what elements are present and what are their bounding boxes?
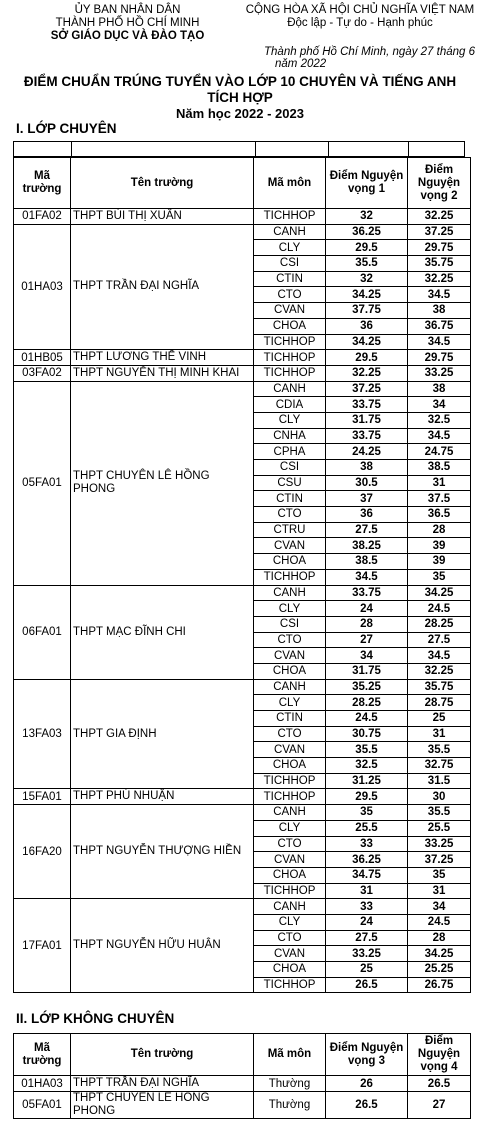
score-nv2-cell: 35	[408, 867, 471, 883]
table-row	[14, 224, 471, 240]
subject-code-cell: TICHHOP	[254, 209, 326, 225]
subject-code-cell: CHOA	[254, 962, 326, 978]
score-nv2-cell: 34.5	[408, 428, 471, 444]
header-score-nv4: Điểm Nguyện vọng 4	[408, 1034, 471, 1076]
table-row	[14, 805, 471, 821]
subject-code-cell: CVAN	[254, 303, 326, 319]
subject-code-cell: Thường	[254, 1076, 326, 1092]
school-name-cell: THPT CHUYÊN LÊ HỒNG PHONG	[71, 381, 254, 585]
score-nv1-cell: 34.75	[326, 867, 408, 883]
subject-code-cell: CTO	[254, 632, 326, 648]
subject-code-cell: CVAN	[254, 742, 326, 758]
title-line-1: ĐIỂM CHUẨN TRÚNG TUYỂN VÀO LỚP 10 CHUYÊN VÀ TIẾNG ANH	[23, 74, 457, 89]
school-name-cell: THPT CHUYÊN LÊ HỒNG PHONG	[71, 1092, 254, 1119]
score-nv1-cell: 30.5	[326, 475, 408, 491]
subject-code-cell: CNHA	[254, 428, 326, 444]
subject-code-cell: CANH	[254, 224, 326, 240]
score-nv3-cell: 26	[326, 1076, 408, 1092]
score-nv2-cell: 37.5	[408, 491, 471, 507]
score-nv2-cell: 30	[408, 789, 471, 805]
score-nv2-cell: 35.75	[408, 679, 471, 695]
subject-code-cell: TICHHOP	[254, 773, 326, 789]
score-nv2-cell: 27.5	[408, 632, 471, 648]
subject-code-cell: CTIN	[254, 491, 326, 507]
score-nv1-cell: 36	[326, 507, 408, 523]
school-name-cell: THPT PHÚ NHUẬN	[71, 789, 254, 805]
score-nv2-cell: 32.25	[408, 271, 471, 287]
score-nv4-cell: 27	[408, 1092, 471, 1119]
subject-code-cell: TICHHOP	[254, 365, 326, 381]
table-row	[14, 350, 471, 366]
score-nv1-cell: 24	[326, 914, 408, 930]
score-nv2-cell: 35.5	[408, 742, 471, 758]
subject-code-cell: CANH	[254, 381, 326, 397]
spacer-row	[13, 141, 467, 157]
score-nv2-cell: 34	[408, 899, 471, 915]
school-code-cell: 01HA03	[14, 224, 71, 350]
score-nv1-cell: 34.25	[326, 334, 408, 350]
score-nv1-cell: 34.25	[326, 287, 408, 303]
score-nv2-cell: 38.5	[408, 460, 471, 476]
score-nv2-cell: 39	[408, 538, 471, 554]
school-name-cell: THPT NGUYỄN HỮU HUÂN	[71, 899, 254, 993]
header-score-nv2: Điểm Nguyện vọng 2	[408, 158, 471, 209]
score-nv1-cell: 32	[326, 209, 408, 225]
country-name: CỘNG HÒA XÃ HỘI CHỦ NGHĨA VIỆT NAM	[245, 4, 475, 16]
score-nv2-cell: 35.5	[408, 805, 471, 821]
score-nv1-cell: 25	[326, 962, 408, 978]
subject-code-cell: CHOA	[254, 758, 326, 774]
score-nv1-cell: 24.25	[326, 444, 408, 460]
score-nv1-cell: 33	[326, 899, 408, 915]
header-school-name: Tên trường	[71, 1034, 254, 1076]
table-header-row	[14, 158, 471, 209]
subject-code-cell: CLY	[254, 820, 326, 836]
score-nv2-cell: 31	[408, 726, 471, 742]
subject-code-cell: CSI	[254, 616, 326, 632]
score-nv2-cell: 33.25	[408, 836, 471, 852]
score-nv1-cell: 33.75	[326, 428, 408, 444]
score-nv1-cell: 26.5	[326, 977, 408, 993]
subject-code-cell: CTO	[254, 930, 326, 946]
subject-code-cell: CDIA	[254, 397, 326, 413]
motto-line: Độc lập - Tự do - Hạnh phúc	[287, 17, 433, 29]
score-nv2-cell: 31	[408, 883, 471, 899]
score-nv2-cell: 31	[408, 475, 471, 491]
header-score-nv1: Điểm Nguyện vọng 1	[326, 158, 408, 209]
school-code-cell: 15FA01	[14, 789, 71, 805]
score-nv2-cell: 36.75	[408, 318, 471, 334]
subject-code-cell: CLY	[254, 240, 326, 256]
school-code-cell: 05FA01	[14, 381, 71, 585]
score-nv2-cell: 24.75	[408, 444, 471, 460]
subject-code-cell: TICHHOP	[254, 789, 326, 805]
score-nv2-cell: 37.25	[408, 852, 471, 868]
school-code-cell: 05FA01	[14, 1092, 71, 1119]
subject-code-cell: CTO	[254, 507, 326, 523]
score-nv2-cell: 25.5	[408, 820, 471, 836]
score-nv1-cell: 38.5	[326, 554, 408, 570]
subject-code-cell: CPHA	[254, 444, 326, 460]
subject-code-cell: CANH	[254, 679, 326, 695]
score-nv3-cell: 26.5	[326, 1092, 408, 1119]
score-nv1-cell: 32.5	[326, 758, 408, 774]
school-code-cell: 03FA02	[14, 365, 71, 381]
subject-code-cell: CTRU	[254, 522, 326, 538]
subject-code-cell: CSU	[254, 475, 326, 491]
score-nv2-cell: 28	[408, 522, 471, 538]
school-name-cell: THPT LƯƠNG THẾ VINH	[71, 350, 254, 366]
subject-code-cell: CHOA	[254, 318, 326, 334]
score-nv2-cell: 32.25	[408, 209, 471, 225]
score-nv1-cell: 33.25	[326, 946, 408, 962]
score-nv2-cell: 34.25	[408, 946, 471, 962]
score-nv1-cell: 31.75	[326, 412, 408, 428]
score-nv1-cell: 25.5	[326, 820, 408, 836]
school-name-cell: THPT TRẦN ĐẠI NGHĨA	[71, 1076, 254, 1092]
authority-line-1: ỦY BAN NHÂN DÂN	[74, 4, 181, 16]
national-motto	[240, 4, 480, 30]
header-score-nv3: Điểm Nguyện vọng 3	[326, 1034, 408, 1076]
score-nv2-cell: 36.5	[408, 507, 471, 523]
header-school-code: Mã trường	[14, 158, 71, 209]
school-name-cell: THPT NGUYỄN THƯỢNG HIỀN	[71, 805, 254, 899]
table-row	[14, 1092, 471, 1119]
score-nv1-cell: 27.5	[326, 522, 408, 538]
regular-scores-table	[13, 1033, 471, 1119]
subject-code-cell: CANH	[254, 805, 326, 821]
table-row	[14, 381, 471, 397]
table-row	[14, 1076, 471, 1092]
score-nv1-cell: 35	[326, 805, 408, 821]
score-nv2-cell: 38	[408, 381, 471, 397]
table-row	[14, 365, 471, 381]
school-code-cell: 06FA01	[14, 585, 71, 679]
subject-code-cell: CLY	[254, 914, 326, 930]
score-nv1-cell: 29.5	[326, 789, 408, 805]
score-nv2-cell: 29.75	[408, 350, 471, 366]
subject-code-cell: CSI	[254, 256, 326, 272]
subject-code-cell: CSI	[254, 460, 326, 476]
score-nv2-cell: 32.5	[408, 412, 471, 428]
school-name-cell: THPT NGUYỄN THỊ MINH KHAI	[71, 365, 254, 381]
subject-code-cell: CHOA	[254, 663, 326, 679]
score-nv2-cell: 39	[408, 554, 471, 570]
table-row	[14, 585, 471, 601]
subject-code-cell: CTIN	[254, 711, 326, 727]
school-name-cell: THPT TRẦN ĐẠI NGHĨA	[71, 224, 254, 350]
school-year: Năm học 2022 - 2023	[176, 106, 304, 121]
score-nv2-cell: 26.75	[408, 977, 471, 993]
score-nv1-cell: 37	[326, 491, 408, 507]
score-nv2-cell: 31.5	[408, 773, 471, 789]
header-subject-code: Mã môn	[254, 1034, 326, 1076]
score-nv2-cell: 33.25	[408, 365, 471, 381]
score-nv1-cell: 34	[326, 648, 408, 664]
school-code-cell: 01HB05	[14, 350, 71, 366]
school-name-cell: THPT MẠC ĐĨNH CHI	[71, 585, 254, 679]
subject-code-cell: TICHHOP	[254, 334, 326, 350]
score-nv2-cell: 32.25	[408, 663, 471, 679]
score-nv2-cell: 25.25	[408, 962, 471, 978]
score-nv1-cell: 38.25	[326, 538, 408, 554]
score-nv1-cell: 37.75	[326, 303, 408, 319]
subject-code-cell: CTO	[254, 726, 326, 742]
score-nv1-cell: 33.75	[326, 397, 408, 413]
subject-code-cell: CTO	[254, 836, 326, 852]
score-nv1-cell: 36	[326, 318, 408, 334]
score-nv1-cell: 31	[326, 883, 408, 899]
subject-code-cell: CVAN	[254, 538, 326, 554]
score-nv2-cell: 35	[408, 569, 471, 585]
authority-line-2: THÀNH PHỐ HỒ CHÍ MINH	[55, 17, 200, 29]
score-nv1-cell: 35.5	[326, 256, 408, 272]
subject-code-cell: TICHHOP	[254, 977, 326, 993]
score-nv1-cell: 30.75	[326, 726, 408, 742]
date-line-1: Thành phố Hồ Chí Minh, ngày 27 tháng 6	[264, 46, 475, 58]
header-subject-code: Mã môn	[254, 158, 326, 209]
score-nv2-cell: 28.75	[408, 695, 471, 711]
score-nv2-cell: 34.5	[408, 648, 471, 664]
section-specialized-title: I. LỚP CHUYÊN	[16, 121, 117, 136]
table-row	[14, 899, 471, 915]
subject-code-cell: CHOA	[254, 867, 326, 883]
school-name-cell: THPT GIA ĐỊNH	[71, 679, 254, 789]
score-nv2-cell: 34	[408, 397, 471, 413]
score-nv1-cell: 29.5	[326, 240, 408, 256]
score-nv2-cell: 38	[408, 303, 471, 319]
school-code-cell: 01HA03	[14, 1076, 71, 1092]
score-nv1-cell: 24	[326, 601, 408, 617]
issue-date	[230, 46, 475, 70]
score-nv1-cell: 31.75	[326, 663, 408, 679]
score-nv4-cell: 26.5	[408, 1076, 471, 1092]
school-name-cell: THPT BÙI THỊ XUÂN	[71, 209, 254, 225]
score-nv2-cell: 25	[408, 711, 471, 727]
subject-code-cell: CANH	[254, 899, 326, 915]
specialized-scores-table	[13, 157, 471, 993]
subject-code-cell: CVAN	[254, 852, 326, 868]
school-code-cell: 01FA02	[14, 209, 71, 225]
document-title	[0, 74, 480, 122]
table-header-row	[14, 1034, 471, 1076]
subject-code-cell: CHOA	[254, 554, 326, 570]
score-nv1-cell: 27	[326, 632, 408, 648]
issuing-authority	[30, 4, 225, 43]
score-nv1-cell: 35.5	[326, 742, 408, 758]
score-nv1-cell: 36.25	[326, 852, 408, 868]
subject-code-cell: CLY	[254, 412, 326, 428]
score-nv2-cell: 32.75	[408, 758, 471, 774]
score-nv2-cell: 29.75	[408, 240, 471, 256]
school-code-cell: 13FA03	[14, 679, 71, 789]
score-nv1-cell: 37.25	[326, 381, 408, 397]
score-nv2-cell: 37.25	[408, 224, 471, 240]
table-row	[14, 679, 471, 695]
subject-code-cell: CLY	[254, 601, 326, 617]
subject-code-cell: CTO	[254, 287, 326, 303]
score-nv1-cell: 31.25	[326, 773, 408, 789]
score-nv1-cell: 36.25	[326, 224, 408, 240]
score-nv2-cell: 34.25	[408, 585, 471, 601]
school-code-cell: 16FA20	[14, 805, 71, 899]
score-nv2-cell: 28.25	[408, 616, 471, 632]
score-nv2-cell: 24.5	[408, 914, 471, 930]
score-nv1-cell: 28.25	[326, 695, 408, 711]
title-line-2: TÍCH HỢP	[207, 90, 273, 105]
score-nv2-cell: 35.75	[408, 256, 471, 272]
subject-code-cell: CTIN	[254, 271, 326, 287]
score-nv2-cell: 28	[408, 930, 471, 946]
school-code-cell: 17FA01	[14, 899, 71, 993]
document-header	[0, 0, 480, 140]
score-nv1-cell: 33.75	[326, 585, 408, 601]
subject-code-cell: CANH	[254, 585, 326, 601]
score-nv2-cell: 34.5	[408, 287, 471, 303]
score-nv2-cell: 34.5	[408, 334, 471, 350]
score-nv2-cell: 24.5	[408, 601, 471, 617]
score-nv1-cell: 29.5	[326, 350, 408, 366]
score-nv1-cell: 35.25	[326, 679, 408, 695]
department-name: SỞ GIÁO DỤC VÀ ĐÀO TẠO	[50, 30, 205, 42]
subject-code-cell: TICHHOP	[254, 883, 326, 899]
score-nv1-cell: 28	[326, 616, 408, 632]
header-school-name: Tên trường	[71, 158, 254, 209]
score-nv1-cell: 24.5	[326, 711, 408, 727]
score-nv1-cell: 38	[326, 460, 408, 476]
table-row	[14, 789, 471, 805]
table-row	[14, 209, 471, 225]
score-nv1-cell: 32	[326, 271, 408, 287]
date-line-2: năm 2022	[275, 58, 327, 70]
subject-code-cell: CVAN	[254, 648, 326, 664]
header-school-code: Mã trường	[14, 1034, 71, 1076]
score-nv1-cell: 34.5	[326, 569, 408, 585]
subject-code-cell: TICHHOP	[254, 569, 326, 585]
score-nv1-cell: 27.5	[326, 930, 408, 946]
subject-code-cell: CLY	[254, 695, 326, 711]
subject-code-cell: Thường	[254, 1092, 326, 1119]
score-nv1-cell: 32.25	[326, 365, 408, 381]
section-regular-title: II. LỚP KHÔNG CHUYÊN	[16, 1011, 175, 1026]
subject-code-cell: TICHHOP	[254, 350, 326, 366]
score-nv1-cell: 33	[326, 836, 408, 852]
subject-code-cell: CVAN	[254, 946, 326, 962]
